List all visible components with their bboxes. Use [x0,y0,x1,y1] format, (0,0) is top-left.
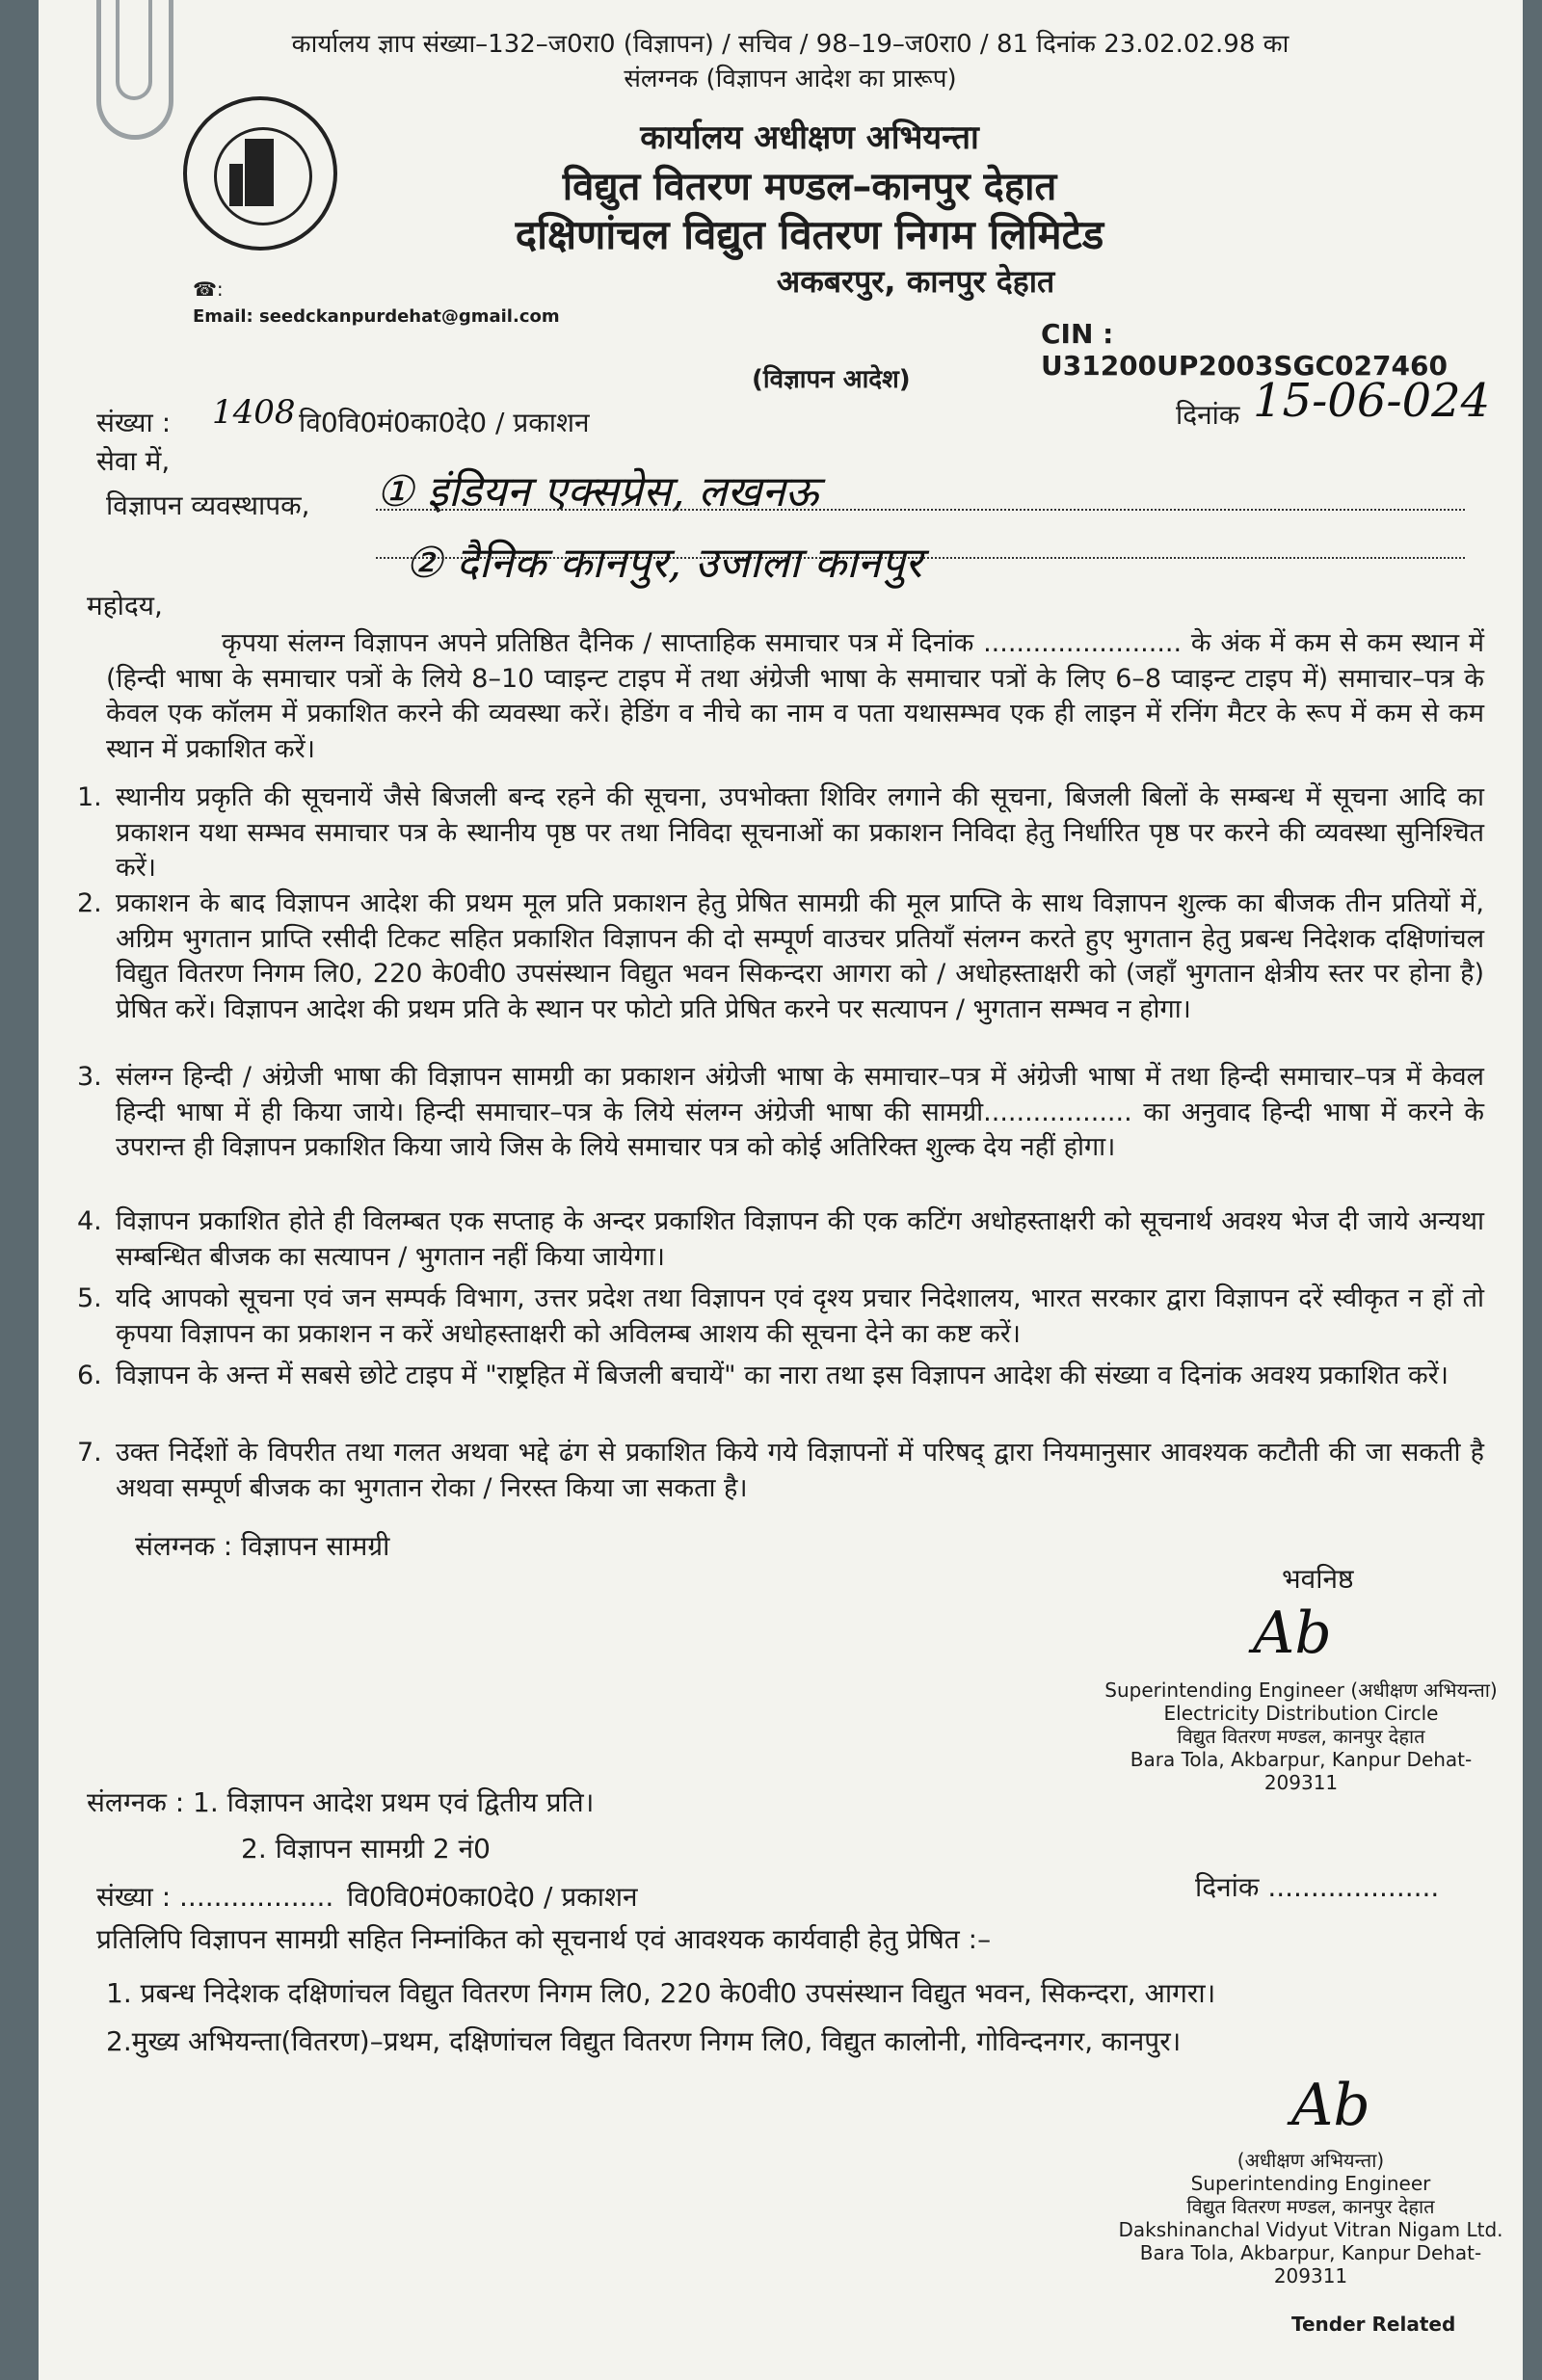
stamp-line: विद्युत वितरण मण्डल, कानपुर देहात [1186,2195,1435,2218]
newspaper-1: ① इंडियन एक्सप्रेस, लखनऊ [376,467,819,516]
copy-number-label: संख्या : .................. [96,1881,334,1913]
instruction-item-6 [77,1359,1484,1394]
stamp-line: Dakshinanchal Vidyut Vitran Nigam Ltd. [1118,2218,1503,2241]
recipient-line-1 [376,509,1465,511]
item-number: 4. [77,1206,102,1236]
logo-building-small [229,164,243,206]
phone-icon: ☎: [193,278,224,301]
copy-intro: प्रतिलिपि विज्ञापन सामग्री सहित निम्नांकित को सूचनार्थ एवं आवश्यक कार्यवाही हेतु प्रेषित :– [96,1923,992,1955]
item-text: उक्त निर्देशों के विपरीत तथा गलत अथवा भद्दे ढंग से प्रकाशित किये गये विज्ञापनों में परिषद् द्वारा नियमानुसार आवश्यक कटौती की जा सकती है अथवा सम्पूर्ण बीजक का भुगतान रोका / निरस्त किया जा सकता है। [116,1438,1484,1503]
item-text: यदि आपको सूचना एवं जन सम्पर्क विभाग, उत्तर प्रदेश तथा विज्ञापन एवं दृश्य प्रचार निदेशालय, भारत सरकार द्वारा विज्ञापन दरें स्वीकृत न हों तो कृपया विज्ञापन का प्रकाशन न करें अधोहस्ताक्षरी को अविलम्ब आशय की सूचना देने का कष्ट करें। [116,1283,1484,1349]
salutation: महोदय, [87,590,163,621]
reference-line: कार्यालय ज्ञाप संख्या–132–ज0रा0 (विज्ञापन) / सचिव / 98–19–ज0रा0 / 81 दिनांक 23.02.02.98 का [291,30,1289,59]
office-name: कार्यालय अधीक्षण अभियन्ता [640,119,979,157]
stamp-line: Superintending Engineer [1190,2172,1431,2195]
item-number: 6. [77,1361,102,1390]
to-label: सेवा में, [96,445,171,477]
document-page [39,0,1523,2380]
signature-1-stamp [1099,1679,1503,1794]
newspaper-2: ② दैनिक कानपुर, उजाला कानपुर [405,539,922,588]
copy-date-label: दिनांक .................... [1195,1871,1440,1903]
signature-2: Ab [1291,2072,1370,2139]
enclosures-label: संलग्नक : 1. विज्ञापन आदेश प्रथम एवं द्वितीय प्रति। [87,1786,595,1818]
reference-subline: संलग्नक (विज्ञापन आदेश का प्रारूप) [624,65,957,93]
item-number: 3. [77,1062,102,1092]
division-name: विद्युत वितरण मण्डल–कानपुर देहात [562,165,1057,209]
order-number-value: 1408 [212,393,296,432]
instruction-item-7 [77,1436,1484,1506]
document-title: (विज्ञापन आदेश) [752,365,911,394]
enclosures-item-2: 2. विज्ञापन सामग्री 2 नं0 [241,1833,491,1864]
stamp-line: (अधीक्षण अभियन्ता) [1236,2149,1385,2172]
reference-header [212,27,1369,96]
stamp-line: Bara Tola, Akbarpur, Kanpur Dehat-209311 [1130,1748,1473,1794]
item-number: 5. [77,1283,102,1313]
logo-building [245,139,274,206]
item-number: 7. [77,1438,102,1468]
instruction-item-1 [77,780,1484,886]
recipient-line-2 [376,557,1465,559]
enclosure-line: संलग्नक : विज्ञापन सामग्री [135,1530,390,1562]
item-text: संलग्न हिन्दी / अंग्रेजी भाषा की विज्ञापन सामग्री का प्रकाशन अंग्रेजी भाषा के समाचार–पत्र में अंग्रेजी भाषा में तथा हिन्दी समाचार–पत्र में केवल हिन्दी भाषा में ही किया जाये। हिन्दी समाचार–पत्र के लिये संलग्न अंग्रेजी भाषा की सामग्री.................. का अनुवाद हिन्दी भाषा में करने के उपरान्त ही विज्ञापन प्रकाशित किया जाये जिस के लिये समाचार पत्र को कोई अतिरिक्त शुल्क देय नहीं होगा। [116,1062,1484,1162]
intro-paragraph: कृपया संलग्न विज्ञापन अपने प्रतिष्ठित दैनिक / साप्ताहिक समाचार पत्र में दिनांक ........................ के अंक में कम से कम स्थान में (हिन्दी भाषा के समाचार पत्रों के लिये 8–10 प्वाइन्ट टाइप में तथा अंग्रेजी भाषा के समाचार पत्रों के लिए 6–8 प्वाइन्ट टाइप में) समाचार–पत्र के केवल एक कॉलम में प्रकाशित करने की व्यवस्था करें। हेडिंग व नीचे का नाम व पता यथासम्भव एक ही लाइन में रनिंग मैटर के रूप में कम से कम स्थान में प्रकाशित करें। [106,628,1484,764]
item-text: स्थानीय प्रकृति की सूचनायें जैसे बिजली बन्द रहने की सूचना, उपभोक्ता शिविर लगाने की सूचना, बिजली बिलों के सम्बन्ध में सूचना आदि का प्रकाशन यथा सम्भव समाचार पत्र के स्थानीय पृष्ठ पर तथा निविदा सूचनाओं का प्रकाशन निविदा हेतु निर्धारित पृष्ठ पर करने की व्यवस्था सुनिश्चित करें। [116,782,1484,883]
instruction-item-4 [77,1204,1484,1275]
item-text: विज्ञापन प्रकाशित होते ही विलम्बत एक सप्ताह के अन्दर प्रकाशित विज्ञापन की एक कटिंग अधोहस्ताक्षरी को सूचनार्थ अवश्य भेज दी जाये अन्यथा सम्बन्धित बीजक का सत्यापन / भुगतान नहीं किया जायेगा। [116,1206,1484,1272]
stamp-line: विद्युत वितरण मण्डल, कानपुर देहात [1177,1725,1425,1748]
item-text: विज्ञापन के अन्त में सबसे छोटे टाइप में "राष्ट्रहित में बिजली बचायें" का नारा तथा इस विज्ञापन आदेश की संख्या व दिनांक अवश्य प्रकाशित करें। [116,1361,1449,1390]
stamp-line: Superintending Engineer (अधीक्षण अभियन्ता) [1104,1679,1498,1702]
signature-2-stamp [1108,2149,1513,2287]
copy-item-1: 1. प्रबन्ध निदेशक दक्षिणांचल विद्युत वितरण निगम लि0, 220 के0वी0 उपसंस्थान विद्युत भवन, सिकन्दरा, आगरा। [106,1977,1216,2009]
office-place: अकबरपुर, कानपुर देहात [776,263,1055,300]
signature-1: Ab [1253,1600,1332,1667]
company-logo [183,96,337,251]
instruction-item-2 [77,886,1484,1027]
copy-item-2: 2.मुख्य अभियन्ता(वितरण)–प्रथम, दक्षिणांचल विद्युत वितरण निगम लि0, विद्युत कालोनी, गोविन्दनगर, कानपुर। [106,2025,1182,2057]
closing: भवनिष्ठ [1282,1563,1354,1595]
item-number: 1. [77,782,102,812]
stamp-line: Bara Tola, Akbarpur, Kanpur Dehat-209311 [1139,2241,1482,2287]
email-address: Email: seedckanpurdehat@gmail.com [193,306,560,327]
item-number: 2. [77,888,102,918]
item-text: प्रकाशन के बाद विज्ञापन आदेश की प्रथम मूल प्रति प्रकाशन हेतु प्रेषित सामग्री की मूल प्राप्ति के साथ विज्ञापन शुल्क का बीजक तीन प्रतियों में, अग्रिम भुगतान प्राप्ति रसीदी टिकट सहित प्रकाशित विज्ञापन की दो सम्पूर्ण वाउचर प्रतियाँ संलग्न करते हुए भुगतान हेतु प्रबन्ध निदेशक दक्षिणांचल विद्युत वितरण निगम लि0, 220 के0वी0 उपसंस्थान विद्युत भवन सिकन्दरा आगरा को / अधोहस्ताक्षरी को (जहाँ भुगतान क्षेत्रीय स्तर पर होना है) प्रेषित करें। विज्ञापन आदेश की प्रथम प्रति के स्थान पर फोटो प्रति प्रेषित करने पर सत्यापन / भुगतान सम्भव न होगा। [116,888,1484,1024]
stamp-line: Electricity Distribution Circle [1163,1702,1439,1725]
order-number-label: संख्या : [96,407,172,438]
order-number-suffix: वि0वि0मं0का0दे0 / प्रकाशन [299,407,590,438]
copy-number-suffix: वि0वि0मं0का0दे0 / प्रकाशन [347,1881,638,1913]
order-date-label: दिनांक [1176,399,1240,431]
cin-number: CIN : U31200UP2003SGC027460 [1041,318,1448,382]
paper-clip-inner [116,0,152,100]
order-date-value: 15-06-024 [1253,374,1491,428]
instruction-item-5 [77,1282,1484,1352]
company-name: दक्षिणांचल विद्युत वितरण निगम लिमिटेड [515,211,1104,258]
manager-label: विज्ञापन व्यवस्थापक, [106,489,310,521]
instruction-item-3 [77,1060,1484,1166]
footer-tag: Tender Related [1291,2313,1456,2336]
